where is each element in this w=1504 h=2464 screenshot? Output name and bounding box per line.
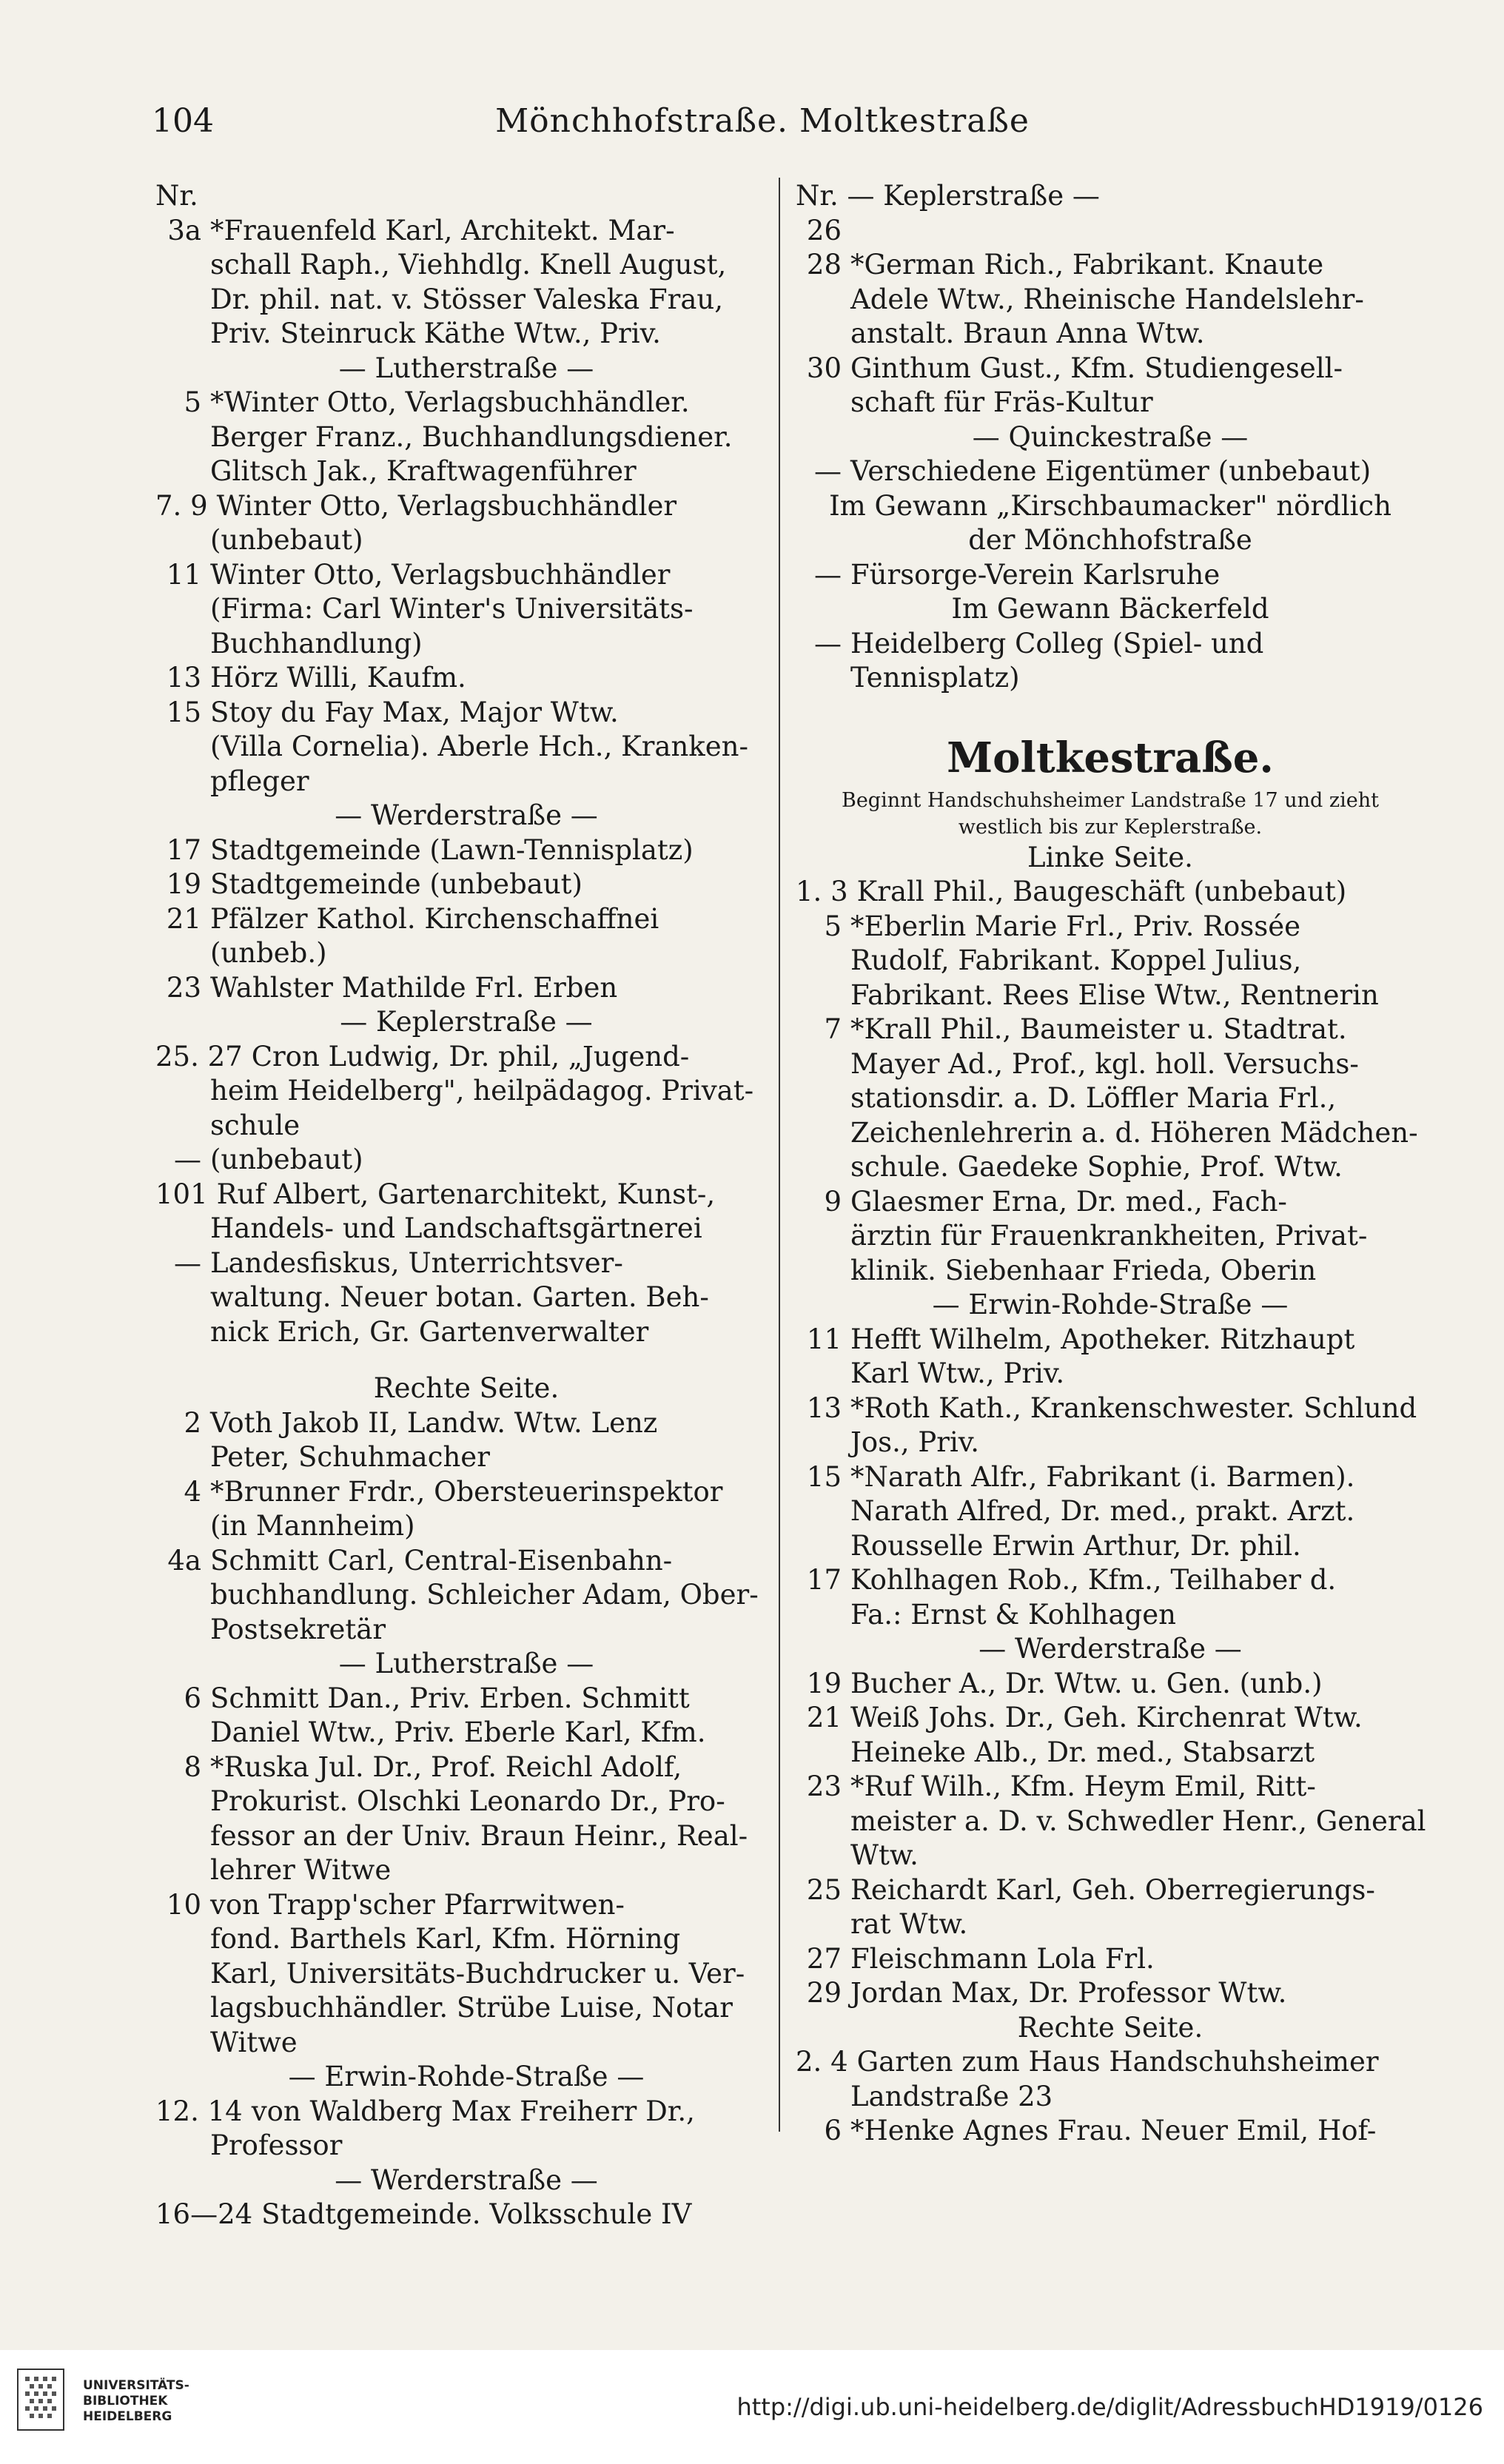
entry-text: *Ruska Jul. Dr., Prof. Reichl Adolf,: [210, 1750, 682, 1783]
entry-continuation: [155, 248, 777, 283]
entry-continuation: [796, 944, 1425, 978]
house-number: 25: [806, 1873, 842, 1906]
entry-text: Garten zum Haus Handschuhsheimer: [856, 2046, 1379, 2078]
directory-entry: [796, 1013, 1425, 1047]
entry-text: — Erwin-Rohde-Straße —: [288, 2061, 645, 2092]
house-number: 27: [806, 1942, 842, 1975]
entry-text: von Trapp'scher Pfarrwitwen-: [210, 1888, 625, 1921]
entry-continuation: [796, 1839, 1425, 1873]
entry-continuation: [155, 1074, 777, 1109]
entry-text: Postsekretär: [210, 1613, 386, 1645]
house-number: 16—24: [155, 2198, 253, 2230]
directory-entry: [155, 902, 777, 937]
house-number: 15: [166, 696, 201, 728]
directory-entry: [796, 179, 1425, 214]
entry-continuation: [796, 1736, 1425, 1770]
entry-continuation: [155, 1819, 777, 1854]
house-number: 21: [806, 1702, 842, 1733]
entry-text: Schmitt Dan., Priv. Erben. Schmitt: [210, 1682, 690, 1714]
entry-text: Daniel Wtw., Priv. Eberle Karl, Kfm.: [210, 1716, 706, 1748]
entry-continuation: [155, 765, 777, 799]
directory-entry: [796, 1976, 1425, 2011]
directory-entry: [155, 214, 777, 249]
entry-text: Schmitt Carl, Central-Eisenbahn-: [210, 1544, 673, 1577]
entry-text: — Lutherstraße —: [338, 1648, 594, 1679]
entry-text: Glaesmer Erna, Dr. med., Fach-: [850, 1185, 1287, 1218]
entry-text: waltung. Neuer botan. Garten. Beh-: [210, 1281, 709, 1313]
house-number: 4: [184, 1475, 201, 1508]
entry-text: ärztin für Frauenkrankheiten, Privat-: [850, 1220, 1368, 1252]
entry-text: (Firma: Carl Winter's Universitäts-: [210, 593, 694, 625]
library-name: [83, 2378, 189, 2425]
house-number: 11: [806, 1323, 842, 1355]
entry-text: *Brunner Frdr., Obersteuerinspektor: [210, 1475, 723, 1508]
entry-continuation: [155, 627, 777, 662]
house-number: 9: [824, 1185, 842, 1218]
entry-text: *Ruf Wilh., Kfm. Heym Emil, Ritt-: [850, 1770, 1316, 1802]
spacer: [796, 696, 1425, 718]
directory-entry: [796, 1667, 1425, 1702]
entry-text: schule: [210, 1109, 301, 1141]
house-number: 7: [824, 1013, 842, 1045]
entry-text: Heineke Alb., Dr. med., Stabsarzt: [850, 1736, 1315, 1768]
directory-entry: [155, 1888, 777, 1923]
entry-text: Wtw.: [850, 1839, 919, 1871]
directory-entry: [796, 558, 1425, 593]
directory-entry: [796, 1460, 1425, 1495]
directory-entry: [155, 1143, 777, 1178]
entry-continuation: [796, 386, 1425, 420]
entry-continuation: [796, 1219, 1425, 1254]
directory-entry: [155, 867, 777, 902]
entry-continuation: [155, 1853, 777, 1888]
street-heading: [796, 592, 1425, 627]
entry-text: Reichardt Karl, Geh. Oberregierungs-: [850, 1873, 1375, 1906]
entry-continuation: [796, 1598, 1425, 1633]
directory-entry: [796, 1323, 1425, 1357]
entry-text: fond. Barthels Karl, Kfm. Hörning: [210, 1923, 681, 1955]
street-heading: [155, 1005, 777, 1040]
entry-text: Verschiedene Eigentümer (unbebaut): [850, 455, 1372, 487]
entry-continuation: [155, 283, 777, 318]
entry-text: meister a. D. v. Schwedler Henr., General: [850, 1805, 1426, 1837]
entry-text: — Keplerstraße —: [340, 1006, 593, 1038]
directory-entry: [155, 558, 777, 593]
entry-text: Jos., Priv.: [850, 1426, 980, 1458]
directory-entry: [155, 661, 777, 696]
directory-entry: [155, 489, 777, 524]
street-description: [796, 788, 1425, 814]
entry-text: Rousselle Erwin Arthur, Dr. phil.: [850, 1529, 1301, 1562]
entry-text: rat Wtw.: [850, 1908, 968, 1940]
directory-entry: [155, 971, 777, 1006]
street-heading: [796, 420, 1425, 455]
column-divider: [779, 178, 780, 2132]
entry-text: Karl, Universitäts-Buchdrucker u. Ver-: [210, 1957, 745, 1990]
entry-text: Hefft Wilhelm, Apotheker. Ritzhaupt: [850, 1323, 1355, 1355]
street-heading: [155, 1372, 777, 1406]
entry-text: — Werderstraße —: [978, 1633, 1242, 1665]
left-column: [155, 179, 777, 2230]
page-header: [152, 95, 1373, 147]
house-number: 13: [166, 662, 201, 694]
entry-continuation: [796, 1357, 1425, 1392]
entry-continuation: [796, 2080, 1425, 2115]
entry-text: von Waldberg Max Freiherr Dr.,: [251, 2095, 695, 2127]
entry-text: (unbebaut): [210, 1144, 363, 1175]
entry-text: *German Rich., Fabrikant. Knaute: [850, 249, 1324, 281]
entry-text: Voth Jakob II, Landw. Wtw. Lenz: [210, 1406, 658, 1439]
entry-continuation: [796, 1254, 1425, 1289]
entry-text: Heidelberg Colleg (Spiel- und: [850, 627, 1264, 659]
entry-continuation: [796, 283, 1425, 318]
entry-text: Mayer Ad., Prof., kgl. holl. Versuchs-: [850, 1047, 1359, 1080]
entry-continuation: [155, 1109, 777, 1144]
house-number: 2: [184, 1406, 201, 1439]
house-number: 19: [806, 1667, 842, 1699]
entry-text: Tennisplatz): [850, 662, 1020, 694]
directory-entry: [796, 1873, 1425, 1908]
running-head: Mönchhofstraße. Moltkestraße: [495, 102, 1030, 140]
house-number: 8: [184, 1750, 201, 1783]
entry-continuation: [155, 2129, 777, 2163]
directory-entry: [796, 352, 1425, 386]
entry-text: Kohlhagen Rob., Kfm., Teilhaber d.: [850, 1564, 1337, 1596]
entry-continuation: [155, 936, 777, 971]
entry-text: Stadtgemeinde. Volksschule IV: [261, 2198, 692, 2230]
entry-continuation: [796, 1426, 1425, 1460]
entry-text: *Frauenfeld Karl, Architekt. Mar-: [210, 214, 675, 246]
directory-entry: [155, 1750, 777, 1785]
house-number: 5: [824, 910, 842, 942]
street-heading: [796, 523, 1425, 558]
entry-text: — Lutherstraße —: [338, 352, 594, 384]
entry-text: Dr. phil. nat. v. Stösser Valeska Frau,: [210, 283, 723, 315]
entry-text: Hörz Willi, Kaufm.: [210, 662, 466, 694]
entry-text: *Narath Alfr., Fabrikant (i. Barmen).: [850, 1460, 1355, 1493]
entry-text: Adele Wtw., Rheinische Handelslehr-: [850, 283, 1364, 315]
directory-entry: [155, 386, 777, 420]
street-heading: [155, 352, 777, 386]
entry-text: Prokurist. Olschki Leonardo Dr., Pro-: [210, 1785, 725, 1817]
street-heading: [796, 1288, 1425, 1323]
entry-text: Pfälzer Kathol. Kirchenschaffnei: [210, 902, 659, 935]
entry-continuation: [796, 1529, 1425, 1564]
entry-text: — Werderstraße —: [335, 2163, 598, 2196]
directory-entry: [796, 2045, 1425, 2080]
entry-text: Landstraße 23: [850, 2080, 1053, 2112]
directory-entry: [796, 1701, 1425, 1736]
entry-continuation: [796, 1805, 1425, 1839]
street-heading: [155, 2060, 777, 2095]
entry-text: (unbeb.): [210, 937, 327, 969]
entry-continuation: [155, 1440, 777, 1475]
house-number: 6: [184, 1682, 201, 1714]
entry-continuation: [155, 1578, 777, 1613]
street-heading: [155, 799, 777, 833]
street-description: [796, 814, 1425, 841]
directory-entry: [796, 1392, 1425, 1426]
entry-text: Handels- und Landschaftsgärtnerei: [210, 1212, 702, 1244]
house-number: 23: [806, 1770, 842, 1802]
entry-text: Ruf Albert, Gartenarchitekt, Kunst-,: [216, 1178, 716, 1210]
footer: [0, 2350, 1504, 2464]
house-number: 3a: [167, 214, 201, 246]
house-number: 29: [806, 1977, 842, 2009]
entry-text: Winter Otto, Verlagsbuchhändler: [210, 558, 671, 591]
directory-entry: [155, 179, 777, 214]
house-number: 15: [806, 1460, 842, 1493]
entry-text: Narath Alfred, Dr. med., prakt. Arzt.: [850, 1495, 1355, 1527]
entry-continuation: [155, 1785, 777, 1819]
directory-entry: [155, 833, 777, 868]
entry-continuation: [155, 454, 777, 489]
entry-text: Cron Ludwig, Dr. phil, „Jugend-: [251, 1040, 690, 1072]
entry-text: (unbebaut): [210, 524, 363, 556]
entry-text: (Villa Cornelia). Aberle Hch., Kranken-: [210, 731, 748, 762]
directory-entry: [796, 1942, 1425, 1977]
entry-text: *Henke Agnes Frau. Neuer Emil, Hof-: [850, 2115, 1377, 2146]
entry-text: klinik. Siebenhaar Frieda, Oberin: [850, 1254, 1317, 1286]
entry-text: Rudolf, Fabrikant. Koppel Julius,: [850, 944, 1302, 976]
entry-text: anstalt. Braun Anna Wtw.: [850, 318, 1205, 349]
house-number: 10: [166, 1888, 201, 1921]
street-heading: [796, 841, 1425, 876]
directory-entry: [796, 2114, 1425, 2149]
house-number: 30: [806, 352, 842, 384]
house-number: 101: [155, 1178, 208, 1210]
entry-text: Moltkestraße.: [947, 733, 1274, 782]
entry-text: schaft für Fräs-Kultur: [850, 386, 1153, 418]
entry-text: Jordan Max, Dr. Professor Wtw.: [850, 1977, 1287, 2009]
house-number: 17: [806, 1564, 842, 1596]
entry-text: pfleger: [210, 765, 309, 797]
entry-text: Glitsch Jak., Kraftwagenführer: [210, 455, 637, 487]
entry-continuation: [155, 1991, 777, 2026]
entry-continuation: [155, 523, 777, 558]
entry-text: Stadtgemeinde (Lawn-Tennisplatz): [210, 833, 694, 866]
entry-text: *Krall Phil., Baumeister u. Stadtrat.: [850, 1013, 1347, 1045]
entry-text: schule. Gaedeke Sophie, Prof. Wtw.: [850, 1151, 1343, 1183]
entry-continuation: [796, 1047, 1425, 1082]
house-number: —: [174, 1144, 201, 1175]
street-heading: [796, 489, 1425, 524]
directory-entry: [796, 1770, 1425, 1805]
entry-text: (in Mannheim): [210, 1510, 415, 1542]
entry-text: Wahlster Mathilde Frl. Erben: [210, 971, 618, 1004]
house-number: —: [814, 455, 842, 487]
entry-text: — Erwin-Rohde-Straße —: [932, 1289, 1289, 1320]
entry-text: Linke Seite.: [1027, 841, 1193, 873]
directory-entry: [796, 1185, 1425, 1220]
entry-text: Zeichenlehrerin a. d. Höheren Mädchen-: [850, 1116, 1418, 1149]
entry-continuation: [796, 1150, 1425, 1185]
directory-entry: [155, 1544, 777, 1579]
entry-text: *Winter Otto, Verlagsbuchhändler.: [210, 386, 690, 418]
entry-text: Berger Franz., Buchhandlungsdiener.: [210, 420, 733, 453]
library-seal-icon: [15, 2366, 67, 2433]
entry-text: Bucher A., Dr. Wtw. u. Gen. (unb.): [850, 1667, 1323, 1699]
directory-entry: [796, 910, 1425, 944]
house-number: 19: [166, 868, 201, 900]
house-number: 2. 4: [796, 2046, 848, 2078]
entry-text: Buchhandlung): [210, 627, 423, 659]
entry-text: Stoy du Fay Max, Major Wtw.: [210, 696, 619, 728]
spacer: [155, 1349, 777, 1372]
entry-continuation: [796, 1116, 1425, 1151]
entry-text: buchhandlung. Schleicher Adam, Ober-: [210, 1579, 759, 1611]
entry-text: stationsdir. a. D. Löffler Maria Frl.,: [850, 1082, 1337, 1114]
directory-entry: [155, 1682, 777, 1716]
street-heading: [796, 1632, 1425, 1667]
house-number: —: [174, 1246, 201, 1279]
library-name-line: UNIVERSITÄTS-: [83, 2378, 189, 2393]
house-number: 21: [166, 902, 201, 935]
entry-text: Karl Wtw., Priv.: [850, 1357, 1065, 1389]
entry-text: Winter Otto, Verlagsbuchhändler: [216, 489, 677, 522]
page-number: 104: [152, 102, 214, 140]
entry-text: nick Erich, Gr. Gartenverwalter: [210, 1315, 649, 1348]
entry-text: *Roth Kath., Krankenschwester. Schlund: [850, 1392, 1417, 1424]
directory-entry: [155, 1246, 777, 1281]
house-number: —: [814, 558, 842, 591]
entry-continuation: [796, 978, 1425, 1013]
house-number: —: [814, 627, 842, 659]
house-number: 4a: [167, 1544, 201, 1577]
entry-continuation: [155, 2026, 777, 2061]
entry-continuation: [155, 1509, 777, 1544]
entry-text: lehrer Witwe: [210, 1854, 392, 1886]
entry-continuation: [155, 730, 777, 765]
entry-text: Fleischmann Lola Frl.: [850, 1942, 1155, 1975]
entry-text: fessor an der Univ. Braun Heinr., Real-: [210, 1819, 748, 1852]
entry-text: Landesfiskus, Unterrichtsver-: [210, 1246, 623, 1279]
house-number: 6: [824, 2115, 842, 2146]
entry-continuation: [155, 1212, 777, 1246]
entry-text: Professor: [210, 2129, 343, 2161]
house-number: 12. 14: [155, 2095, 243, 2127]
house-number: 13: [806, 1392, 842, 1424]
entry-text: westlich bis zur Keplerstraße.: [958, 815, 1263, 839]
house-number: 1. 3: [796, 876, 848, 907]
directory-entry: [796, 454, 1425, 489]
entry-continuation: [796, 1081, 1425, 1116]
directory-entry: [155, 696, 777, 731]
entry-text: Nr. — Keplerstraße —: [796, 180, 1100, 212]
library-name-line: HEIDELBERG: [83, 2409, 172, 2424]
entry-continuation: [155, 592, 777, 627]
street-heading: [155, 1647, 777, 1682]
entry-text: heim Heidelberg", heilpädagog. Privat-: [210, 1075, 754, 1107]
entry-text: lagsbuchhändler. Strübe Luise, Notar: [210, 1992, 733, 2024]
directory-entry: [796, 1563, 1425, 1598]
directory-entry: [155, 1040, 777, 1075]
directory-entry: [155, 1178, 777, 1212]
right-column: [796, 179, 1426, 2146]
directory-entry: [796, 627, 1425, 662]
directory-entry: [155, 2095, 777, 2129]
entry-text: Ginthum Gust., Kfm. Studiengesell-: [850, 352, 1343, 384]
library-name-line: BIBLIOTHEK: [83, 2394, 168, 2408]
entry-text: Rechte Seite.: [373, 1372, 560, 1404]
street-heading: [796, 2011, 1425, 2046]
directory-entry: [155, 1475, 777, 1510]
section-title: [796, 728, 1425, 788]
directory-entry: [796, 214, 1425, 249]
street-heading: [155, 2163, 777, 2198]
entry-text: Nr.: [155, 180, 198, 212]
entry-continuation: [155, 317, 777, 352]
entry-text: Witwe: [210, 2026, 298, 2058]
entry-continuation: [155, 1716, 777, 1750]
entry-text: Weiß Johs. Dr., Geh. Kirchenrat Wtw.: [850, 1702, 1363, 1733]
house-number: 23: [166, 971, 201, 1004]
house-number: 28: [806, 249, 842, 281]
house-number: 5: [184, 386, 201, 418]
house-number: 11: [166, 558, 201, 591]
entry-continuation: [155, 420, 777, 455]
entry-continuation: [155, 1957, 777, 1992]
entry-continuation: [796, 317, 1425, 352]
house-number: 25. 27: [155, 1040, 243, 1072]
entry-continuation: [796, 661, 1425, 696]
entry-continuation: [155, 1613, 777, 1648]
entry-text: der Mönchhofstraße: [968, 524, 1252, 556]
entry-text: schall Raph., Viehhdlg. Knell August,: [210, 249, 727, 281]
house-number: 26: [806, 214, 842, 246]
house-number: 17: [166, 833, 201, 866]
entry-text: Krall Phil., Baugeschäft (unbebaut): [856, 876, 1347, 907]
directory-entry: [155, 2198, 777, 2232]
entry-text: Stadtgemeinde (unbebaut): [210, 868, 583, 900]
entry-text: Rechte Seite.: [1017, 2011, 1203, 2044]
directory-entry: [796, 875, 1425, 910]
entry-continuation: [796, 1494, 1425, 1529]
entry-text: Fabrikant. Rees Elise Wtw., Rentnerin: [850, 978, 1379, 1011]
entry-text: Peter, Schuhmacher: [210, 1441, 490, 1473]
entry-text: Fa.: Ernst & Kohlhagen: [850, 1598, 1176, 1631]
directory-entry: [155, 1406, 777, 1441]
entry-continuation: [796, 1907, 1425, 1942]
entry-text: Im Gewann Bäckerfeld: [951, 593, 1269, 625]
source-url[interactable]: http://digi.ub.uni-heidelberg.de/diglit/AdressbuchHD1919/0126: [736, 2393, 1483, 2421]
house-number: 7. 9: [155, 489, 208, 522]
entry-text: Im Gewann „Kirschbaumacker" nördlich: [829, 489, 1391, 522]
entry-text: Fürsorge-Verein Karlsruhe: [850, 558, 1221, 591]
entry-continuation: [155, 1280, 777, 1315]
entry-text: — Werderstraße —: [335, 799, 598, 831]
entry-continuation: [155, 1315, 777, 1350]
entry-continuation: [155, 1922, 777, 1957]
directory-entry: [796, 248, 1425, 283]
entry-text: Beginnt Handschuhsheimer Landstraße 17 und zieht: [841, 788, 1379, 812]
entry-text: Priv. Steinruck Käthe Wtw., Priv.: [210, 318, 661, 349]
entry-text: — Quinckestraße —: [972, 420, 1249, 453]
entry-text: *Eberlin Marie Frl., Priv. Rossée: [850, 910, 1300, 942]
